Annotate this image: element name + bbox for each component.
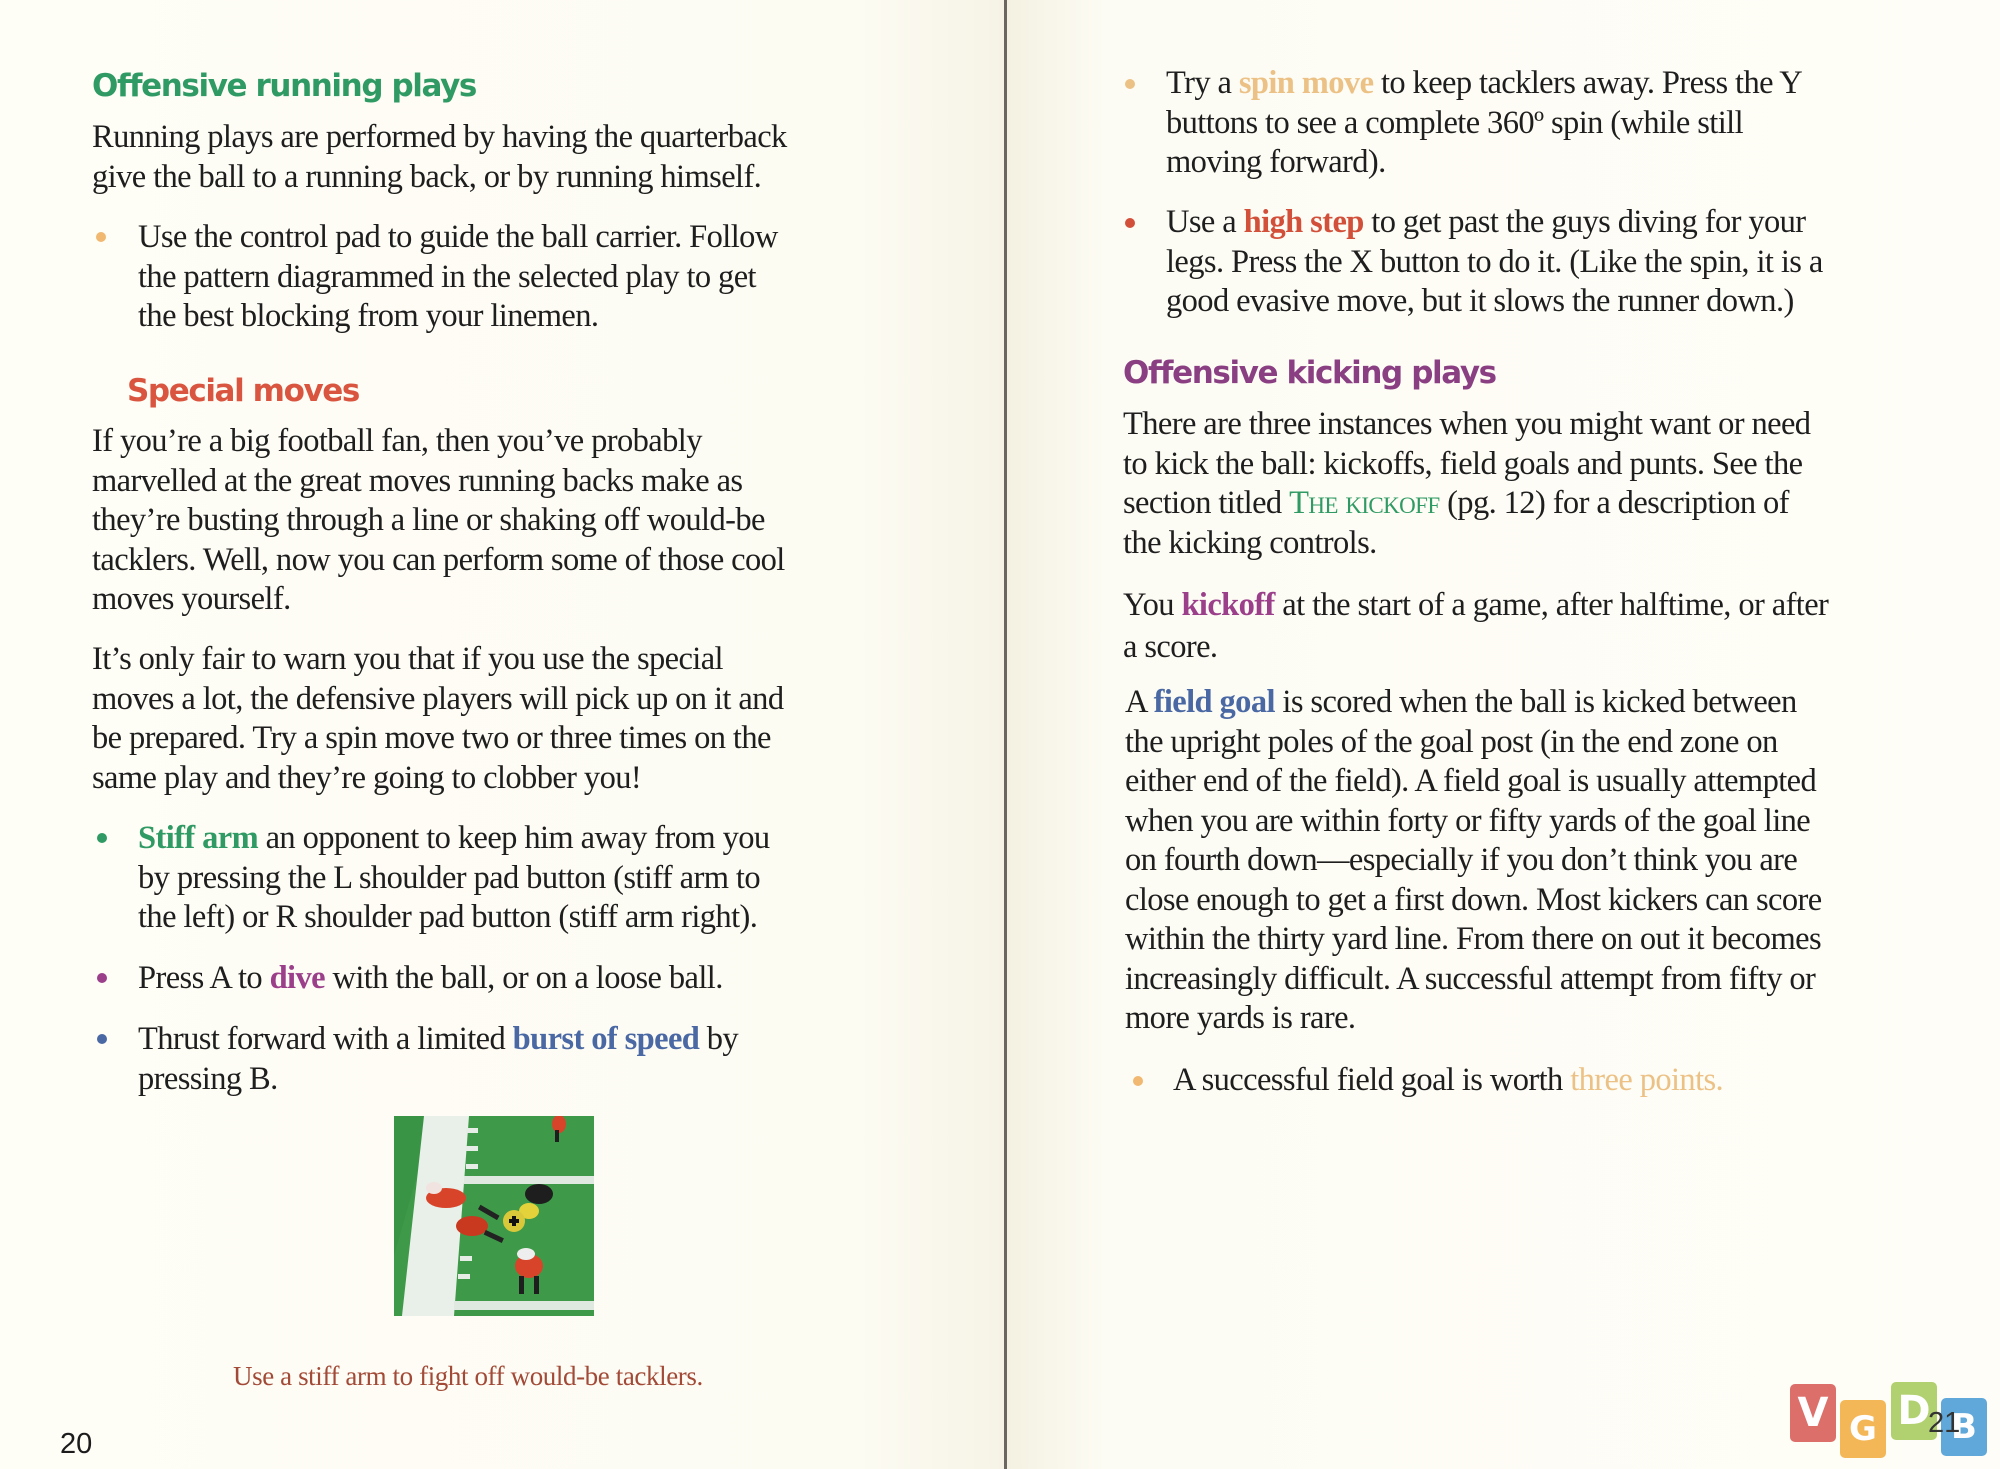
heading-offensive-kicking-plays: Offensive kicking plays [1123, 355, 1496, 391]
text-line: be prepared. Try a spin move two or three times on the [92, 720, 771, 756]
text-line: they’re busting through a line or shaking off would-be [92, 502, 765, 538]
text-fragment: Use a [1166, 204, 1244, 240]
subheading-special-moves: Special moves [127, 373, 359, 409]
bullet-icon [1125, 218, 1135, 228]
text-fragment: by [699, 1021, 739, 1057]
term-dive: dive [269, 960, 325, 996]
text-line: moves yourself. [92, 581, 291, 617]
special-moves-paragraph [92, 422, 785, 620]
bullet-icon [97, 833, 107, 843]
bullet-icon [96, 232, 106, 242]
text-line: It’s only fair to warn you that if you use the special [92, 641, 723, 677]
text-line: within the thirty yard line. From there on out it becomes [1125, 921, 1822, 957]
text-fragment: to keep tacklers away. Press the Y [1373, 65, 1803, 101]
field-goal-paragraph [1125, 683, 1822, 1039]
text-fragment: You [1123, 587, 1182, 623]
bullet-burst-of-speed [138, 1020, 738, 1099]
text-line: the left) or R shoulder pad button (stiff arm right). [138, 899, 758, 935]
kickoff-paragraph [1123, 584, 1828, 666]
kickoff-section-reference: The kickoff [1289, 485, 1440, 521]
text-line: moving forward). [1166, 144, 1386, 180]
text-fragment: Thrust forward with a limited [138, 1021, 513, 1057]
text-fragment: to get past the guys diving for your [1363, 204, 1806, 240]
text-line: the pattern diagrammed in the selected play to get [138, 258, 756, 295]
image-caption: Use a stiff arm to fight off would-be tacklers. [233, 1361, 703, 1391]
text-line: to kick the ball: kickoffs, field goals and punts. See the [1123, 445, 1803, 482]
text-line: pressing B. [138, 1060, 278, 1097]
text-fragment: Try a [1166, 65, 1239, 101]
bullet-icon [97, 973, 107, 983]
term-high-step: high step [1243, 204, 1364, 240]
text-line: Running plays are performed by having the quarterback [92, 119, 787, 155]
text-line: Use the control pad to guide the ball carrier. Follow [138, 219, 778, 255]
term-field-goal: field goal [1153, 684, 1275, 720]
text-fragment: with the ball, or on a loose ball. [324, 960, 723, 996]
term-kickoff: kickoff [1181, 587, 1275, 623]
term-three-points: three points. [1570, 1062, 1724, 1098]
text-line: a score. [1123, 629, 1218, 665]
bullet-icon [1125, 79, 1135, 89]
text-line: legs. Press the X button to do it. (Like the spin, it is a [1166, 243, 1823, 280]
text-line: If you’re a big football fan, then you’ve probably [92, 423, 702, 459]
page-fold-divider [1004, 0, 1007, 1469]
logo-tile-b: B [1941, 1398, 1987, 1456]
text-line: marvelled at the great moves running backs make as [92, 462, 743, 499]
bullet-spin-move [1166, 64, 1802, 183]
football-field-illustration [394, 1116, 594, 1316]
text-line: give the ball to a running back, or by running himself. [92, 158, 762, 195]
text-fragment: A [1125, 684, 1154, 720]
text-line: increasingly difficult. A successful attempt from fifty or [1125, 960, 1816, 997]
term-stiff-arm: Stiff arm [138, 820, 259, 856]
text-line: the kicking controls. [1123, 524, 1377, 561]
text-line: tacklers. Well, now you can perform some of those cool [92, 541, 785, 578]
kicking-paragraph [1123, 405, 1810, 563]
text-fragment: section titled [1123, 485, 1290, 521]
text-fragment: at the start of a game, after halftime, or after [1274, 587, 1829, 623]
logo-tile-v: V [1790, 1384, 1836, 1442]
bullet-icon [1133, 1076, 1143, 1086]
text-fragment: is scored when the ball is kicked between [1274, 684, 1797, 720]
intro-paragraph [92, 118, 787, 197]
bullet-three-points [1173, 1061, 1723, 1101]
text-line: the best blocking from your linemen. [138, 298, 599, 334]
text-line: buttons to see a complete 360º spin (while still [1166, 104, 1744, 141]
vgdb-watermark-logo [1790, 1380, 1990, 1460]
warning-paragraph [92, 640, 783, 798]
text-line: by pressing the L shoulder pad button (stiff arm to [138, 859, 761, 896]
text-fragment: (pg. 12) for a description of [1439, 485, 1789, 521]
bullet-icon [97, 1034, 107, 1044]
bullet-high-step [1166, 203, 1823, 322]
text-line: moves a lot, the defensive players will pick up on it and [92, 680, 784, 717]
term-spin-move: spin move [1238, 65, 1374, 101]
logo-tile-d: D [1891, 1382, 1937, 1440]
text-line: close enough to get a first down. Most kickers can score [1125, 881, 1822, 918]
page-number-left: 20 [60, 1428, 93, 1460]
game-screenshot-image [394, 1116, 594, 1316]
logo-tile-g: G [1840, 1400, 1886, 1458]
text-line: when you are within forty or fifty yards of the goal line [1125, 802, 1811, 839]
text-fragment: Press A to [138, 960, 270, 996]
text-line: same play and they’re going to clobber you! [92, 759, 642, 796]
page-number-right: 21 [1928, 1407, 1961, 1439]
bullet-dive [138, 959, 723, 999]
bullet-control-pad [138, 218, 778, 337]
text-line: on fourth down—especially if you don’t think you are [1125, 842, 1798, 878]
text-fragment: A successful field goal is worth [1173, 1062, 1571, 1098]
bullet-stiff-arm [138, 819, 770, 938]
text-fragment: an opponent to keep him away from you [258, 820, 770, 856]
term-burst-of-speed: burst of speed [512, 1021, 700, 1057]
text-line: good evasive move, but it slows the runner down.) [1166, 283, 1794, 319]
text-line: either end of the field). A field goal is usually attempted [1125, 763, 1817, 799]
heading-offensive-running-plays: Offensive running plays [92, 68, 476, 104]
text-line: more yards is rare. [1125, 1000, 1356, 1036]
text-line: the upright poles of the goal post (in the end zone on [1125, 723, 1778, 760]
text-line: There are three instances when you might want or need [1123, 406, 1811, 442]
